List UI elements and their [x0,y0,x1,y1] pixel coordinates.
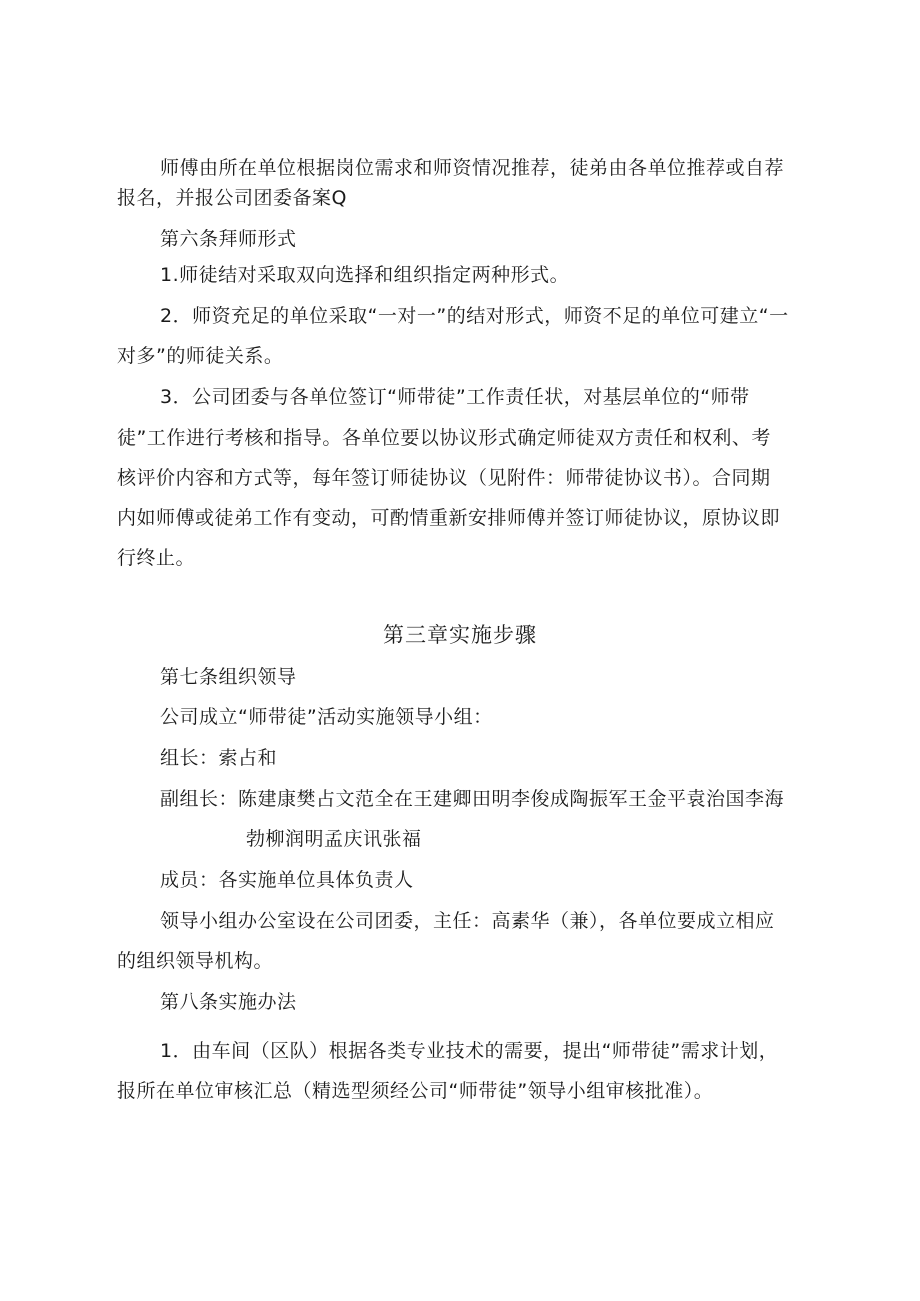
paragraph-line: 组长：索占和 [160,747,278,769]
paragraph-line: 领导小组办公室设在公司团委，主任：高素华（兼），各单位要成立相应 [160,910,775,932]
list-item: 1．由车间（区队）根据各类专业技术的需要，提出“师带徒”需求计划， [160,1040,779,1062]
paragraph-line: 公司成立“师带徒”活动实施领导小组： [160,706,493,728]
paragraph-line: 师傅由所在单位根据岗位需求和师资情况推荐，徒弟由各单位推荐或自荐 [160,157,785,179]
article-heading: 第六条拜师形式 [160,228,297,250]
list-item: 1.师徒结对采取双向选择和组织指定两种形式。 [160,264,570,286]
article-heading: 第七条组织领导 [160,666,297,688]
list-item: 3．公司团委与各单位签订“师带徒”工作责任状，对基层单位的“师带 [160,386,750,408]
paragraph-line: 的组织领导机构。 [117,950,274,972]
paragraph-line: 副组长：陈建康樊占文范全在王建卿田明李俊成陶振军王金平袁治国李海 [160,788,785,810]
paragraph-line: 对多”的师徒关系。 [117,345,284,367]
chapter-title: 第三章实施步骤 [383,623,537,647]
paragraph-line: 报名，并报公司团委备案Q [117,187,347,209]
article-heading: 第八条实施办法 [160,991,297,1013]
paragraph-line: 成员：各实施单位具体负责人 [160,869,414,891]
paragraph-line: 核评价内容和方式等，每年签订师徒协议（见附件：师带徒协议书）。合同期 [117,467,771,489]
paragraph-line: 徒”工作进行考核和指导。各单位要以协议形式确定师徒双方责任和权利、考 [117,427,771,449]
paragraph-line: 内如师傅或徒弟工作有变动，可酌情重新安排师傅并签订师徒协议，原协议即 [117,507,781,529]
paragraph-line: 行终止。 [117,547,196,569]
paragraph-line: 勃柳润明孟庆讯张福 [246,828,422,850]
paragraph-line: 报所在单位审核汇总（精选型须经公司“师带徒”领导小组审核批准）。 [117,1080,714,1102]
list-item: 2．师资充足的单位采取“一对一”的结对形式，师资不足的单位可建立“一 [160,305,789,327]
